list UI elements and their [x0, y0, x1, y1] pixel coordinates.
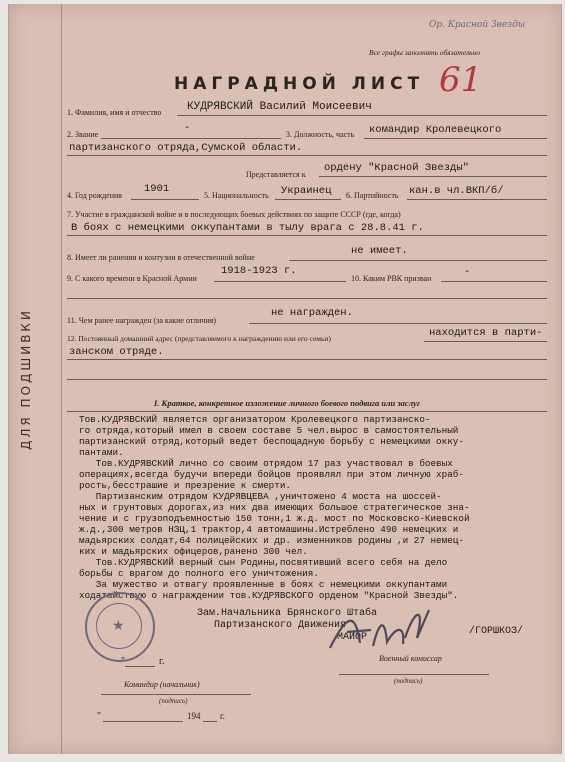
field-4-label: 4. Год рождения	[67, 191, 122, 200]
body-line: Тов.КУДРЯВСКИЙ является организатором Кролевецкого партизанско-	[79, 414, 431, 425]
field-5-label: 5. Национальность	[204, 191, 269, 200]
body-line: ж.д.,300 метров НЗЦ,1 трактор,4 автомашины.Истреблено 490 немецких и	[79, 524, 459, 535]
body-line: Партизанским отрядом КУДРЯВЦЕВА ,уничтожено 4 моста на шоссей-	[79, 491, 442, 502]
document-title: НАГРАДНОЙ ЛИСТ	[174, 74, 425, 94]
field-8-label: 8. Имеет ли ранения и контузии в отечественной войне	[67, 253, 255, 262]
page-number: 61	[439, 60, 483, 100]
field-12-label: 12. Постоянный домашний адрес (представляемого к награждению или его семьи)	[67, 334, 331, 343]
field-6-label: 6. Партийность	[346, 191, 399, 200]
field-3-value-b: партизанского отряда,Сумской области.	[69, 142, 303, 154]
field-1-label: 1. Фамилия, имя и отчество	[67, 108, 162, 117]
body-line: За мужество и отвагу проявленные в боях с немецкими оккупантами	[79, 579, 448, 590]
signer-position-b: Партизанского Движения	[214, 620, 347, 631]
field-2-label: 2. Звание	[67, 130, 99, 139]
body-line: пантами.	[79, 447, 124, 458]
field-11-label: 11. Чем ранее награжден (за какие отличия)	[67, 316, 217, 325]
official-stamp: ★	[85, 592, 155, 662]
field-9-label: 9. С какого времени в Красной Армии	[67, 274, 197, 283]
body-line: ходатайствую о награждении тов.КУДРЯВСКОГО орденом "Красной Звезды".	[79, 590, 459, 601]
body-line: мадьярских солдат,64 полицейских и др. изменников родины ,и 27 немец-	[79, 535, 464, 546]
body-line: ных и грунтовых дорогах,из них два имеющих большое стратегическое зна-	[79, 502, 470, 513]
signer-position-a: Зам.Начальника Брянского Штаба	[197, 608, 378, 619]
commissar-label: Военный комиссар	[379, 654, 442, 663]
binding-margin	[9, 4, 62, 754]
field-6-value: кан.в чл.ВКП/б/	[409, 185, 504, 197]
body-line: рость,бесстрашие и презрение к смерти.	[79, 480, 292, 491]
field-3-value-a: командир Кролевецкого	[369, 124, 502, 136]
field-10-label: 10. Каким РВК призван	[351, 274, 432, 283]
field-4-value: 1901	[144, 183, 170, 195]
binding-label: ДЛЯ ПОДШИВКИ	[19, 308, 33, 450]
field-7-label: 7. Участие в гражданской войне и в последующих боевых действиях по защите СССР (где, когда)	[67, 210, 401, 219]
handwritten-note: Ор. Красной Звезды	[429, 20, 526, 30]
body-line: Тов.КУДРЯВСКИЙ верный сын Родины,посвятивший всего себя на дело	[79, 557, 448, 568]
body-line: борьбы с врагом до полного его уничтожения.	[79, 568, 319, 579]
field-2-value: -	[184, 122, 191, 134]
signature-caption-left: (подпись)	[159, 697, 188, 705]
body-line: партизанский отряд,который ведет беспощадную борьбу с немецкими окку-	[79, 436, 464, 447]
body-line: Тов.КУДРЯВСКИЙ лично со своим отрядом 17 раз участвовал в боевых	[79, 458, 453, 469]
commander-label: Командир (начальник)	[124, 680, 200, 689]
section-heading: I. Краткое, конкретное изложение личного боевого подвига или заслуг	[154, 398, 420, 408]
field-9-value: 1918-1923 г.	[221, 265, 297, 277]
section-body	[79, 414, 470, 601]
body-line: операциях,всегда будучи впереди бойцов проявлял при этом личную храб-	[79, 469, 464, 480]
field-11-value: не награжден.	[271, 307, 353, 319]
signer-name: /ГОРШКОЗ/	[469, 626, 524, 637]
bottom-date-suffix: г.	[220, 711, 225, 721]
represented-value: ордену "Красной Звезды"	[324, 162, 469, 174]
bottom-date-year: 194	[187, 711, 201, 721]
field-12-value-b: занском отряде.	[69, 346, 164, 358]
field-8-value: не имеет.	[351, 245, 408, 257]
award-sheet	[8, 4, 562, 754]
field-7-value: В боях с немецкими оккупантами в тылу врага с 28.8.41 г.	[71, 222, 424, 234]
field-3-label: 3. Должность, часть	[286, 130, 355, 139]
sign-date-suffix: г.	[159, 656, 165, 667]
body-line: чение и с грузоподъемностью 150 тонн,1 ж.д. мост по Московско-Киевской	[79, 513, 470, 524]
sign-date-prefix: "	[121, 656, 126, 667]
body-line: ких и мадьярских офицеров,ранено 300 чел.	[79, 546, 308, 557]
fill-instruction: Все графы заполнять обязательно	[369, 48, 481, 57]
represented-label: Представляется к	[246, 170, 306, 179]
field-1-value: КУДРЯВСКИЙ Василий Моисеевич	[187, 101, 372, 113]
field-10-value: -	[464, 266, 471, 278]
signature-caption-right: (подпись)	[394, 677, 423, 685]
signer-rank: МАЙОР	[337, 632, 368, 643]
field-12-value-a: находится в парти-	[429, 327, 543, 339]
field-5-value: Украинец	[281, 185, 332, 197]
bottom-date-prefix: "	[97, 711, 102, 722]
body-line: го отряда,который имел в своем составе 5 чел.вырос в самостоятельный	[79, 425, 459, 436]
